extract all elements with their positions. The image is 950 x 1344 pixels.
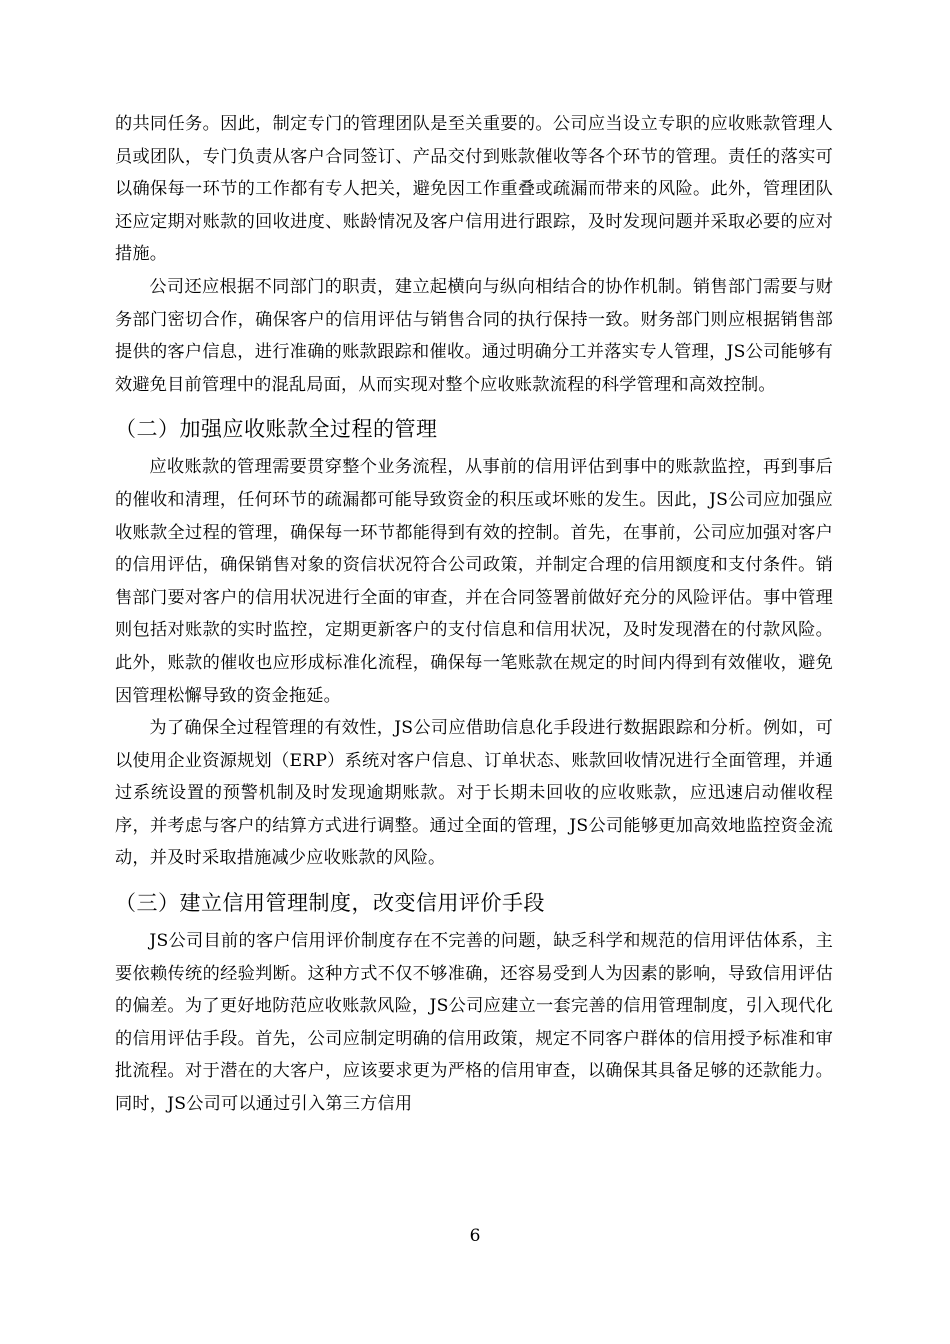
paragraph-continued: 的共同任务。因此，制定专门的管理团队是至关重要的。公司应当设立专职的应收账款管理人员或团队，专门负责从客户合同签订、产品交付到账款催收等各个环节的管理。责任的落实可以确保每一环节的工作都有专人把关，避免因工作重叠或疏漏而带来的风险。此外，管理团队还应定期对账款的回收进度、账龄情况及客户信用进行跟踪，及时发现问题并采取必要的应对措施。 <box>115 114 833 265</box>
paragraph: 为了确保全过程管理的有效性，JS公司应借助信息化手段进行数据跟踪和分析。例如，可以使用企业资源规划（ERP）系统对客户信息、订单状态、账款回收情况进行全面管理，并通过系统设置的预警机制及时发现逾期账款。对于长期未回收的应收账款，应迅速启动催收程序，并考虑与客户的结算方式进行调整。通过全面的管理，JS公司能够更加高效地监控资金流动，并及时采取措施减少应收账款的风险。 <box>115 718 833 869</box>
paragraph: 公司还应根据不同部门的职责，建立起横向与纵向相结合的协作机制。销售部门需要与财务部门密切合作，确保客户的信用评估与销售合同的执行保持一致。财务部门则应根据销售部提供的客户信息，进行准确的账款跟踪和催收。通过明确分工并落实专人管理，JS公司能够有效避免目前管理中的混乱局面，从而实现对整个应收账款流程的科学管理和高效控制。 <box>115 276 833 395</box>
paragraph: JS公司目前的客户信用评价制度存在不完善的问题，缺乏科学和规范的信用评估体系，主要依赖传统的经验判断。这种方式不仅不够准确，还容易受到人为因素的影响，导致信用评估的偏差。为了更好地防范应收账款风险，JS公司应建立一套完善的信用管理制度，引入现代化的信用评估手段。首先，公司应制定明确的信用政策，规定不同客户群体的信用授予标准和审批流程。对于潜在的大客户，应该要求更为严格的信用审查，以确保其具备足够的还款能力。同时，JS公司可以通过引入第三方信用 <box>115 931 833 1115</box>
section-heading-2: （二）加强应收账款全过程的管理 <box>115 417 438 442</box>
section-heading-3: （三）建立信用管理制度，改变信用评价手段 <box>115 891 545 916</box>
document-body <box>115 108 833 1121</box>
paragraph: 应收账款的管理需要贯穿整个业务流程，从事前的信用评估到事中的账款监控，再到事后的催收和清理，任何环节的疏漏都可能导致资金的积压或坏账的发生。因此，JS公司应加强应收账款全过程的管理，确保每一环节都能得到有效的控制。首先，在事前，公司应加强对客户的信用评估，确保销售对象的资信状况符合公司政策，并制定合理的信用额度和支付条件。销售部门要对客户的信用状况进行全面的审查，并在合同签署前做好充分的风险评估。事中管理则包括对账款的实时监控，定期更新客户的支付信息和信用状况，及时发现潜在的付款风险。此外，账款的催收也应形成标准化流程，确保每一笔账款在规定的时间内得到有效催收，避免因管理松懈导致的资金拖延。 <box>115 457 833 706</box>
page-number: 6 <box>469 1226 481 1246</box>
